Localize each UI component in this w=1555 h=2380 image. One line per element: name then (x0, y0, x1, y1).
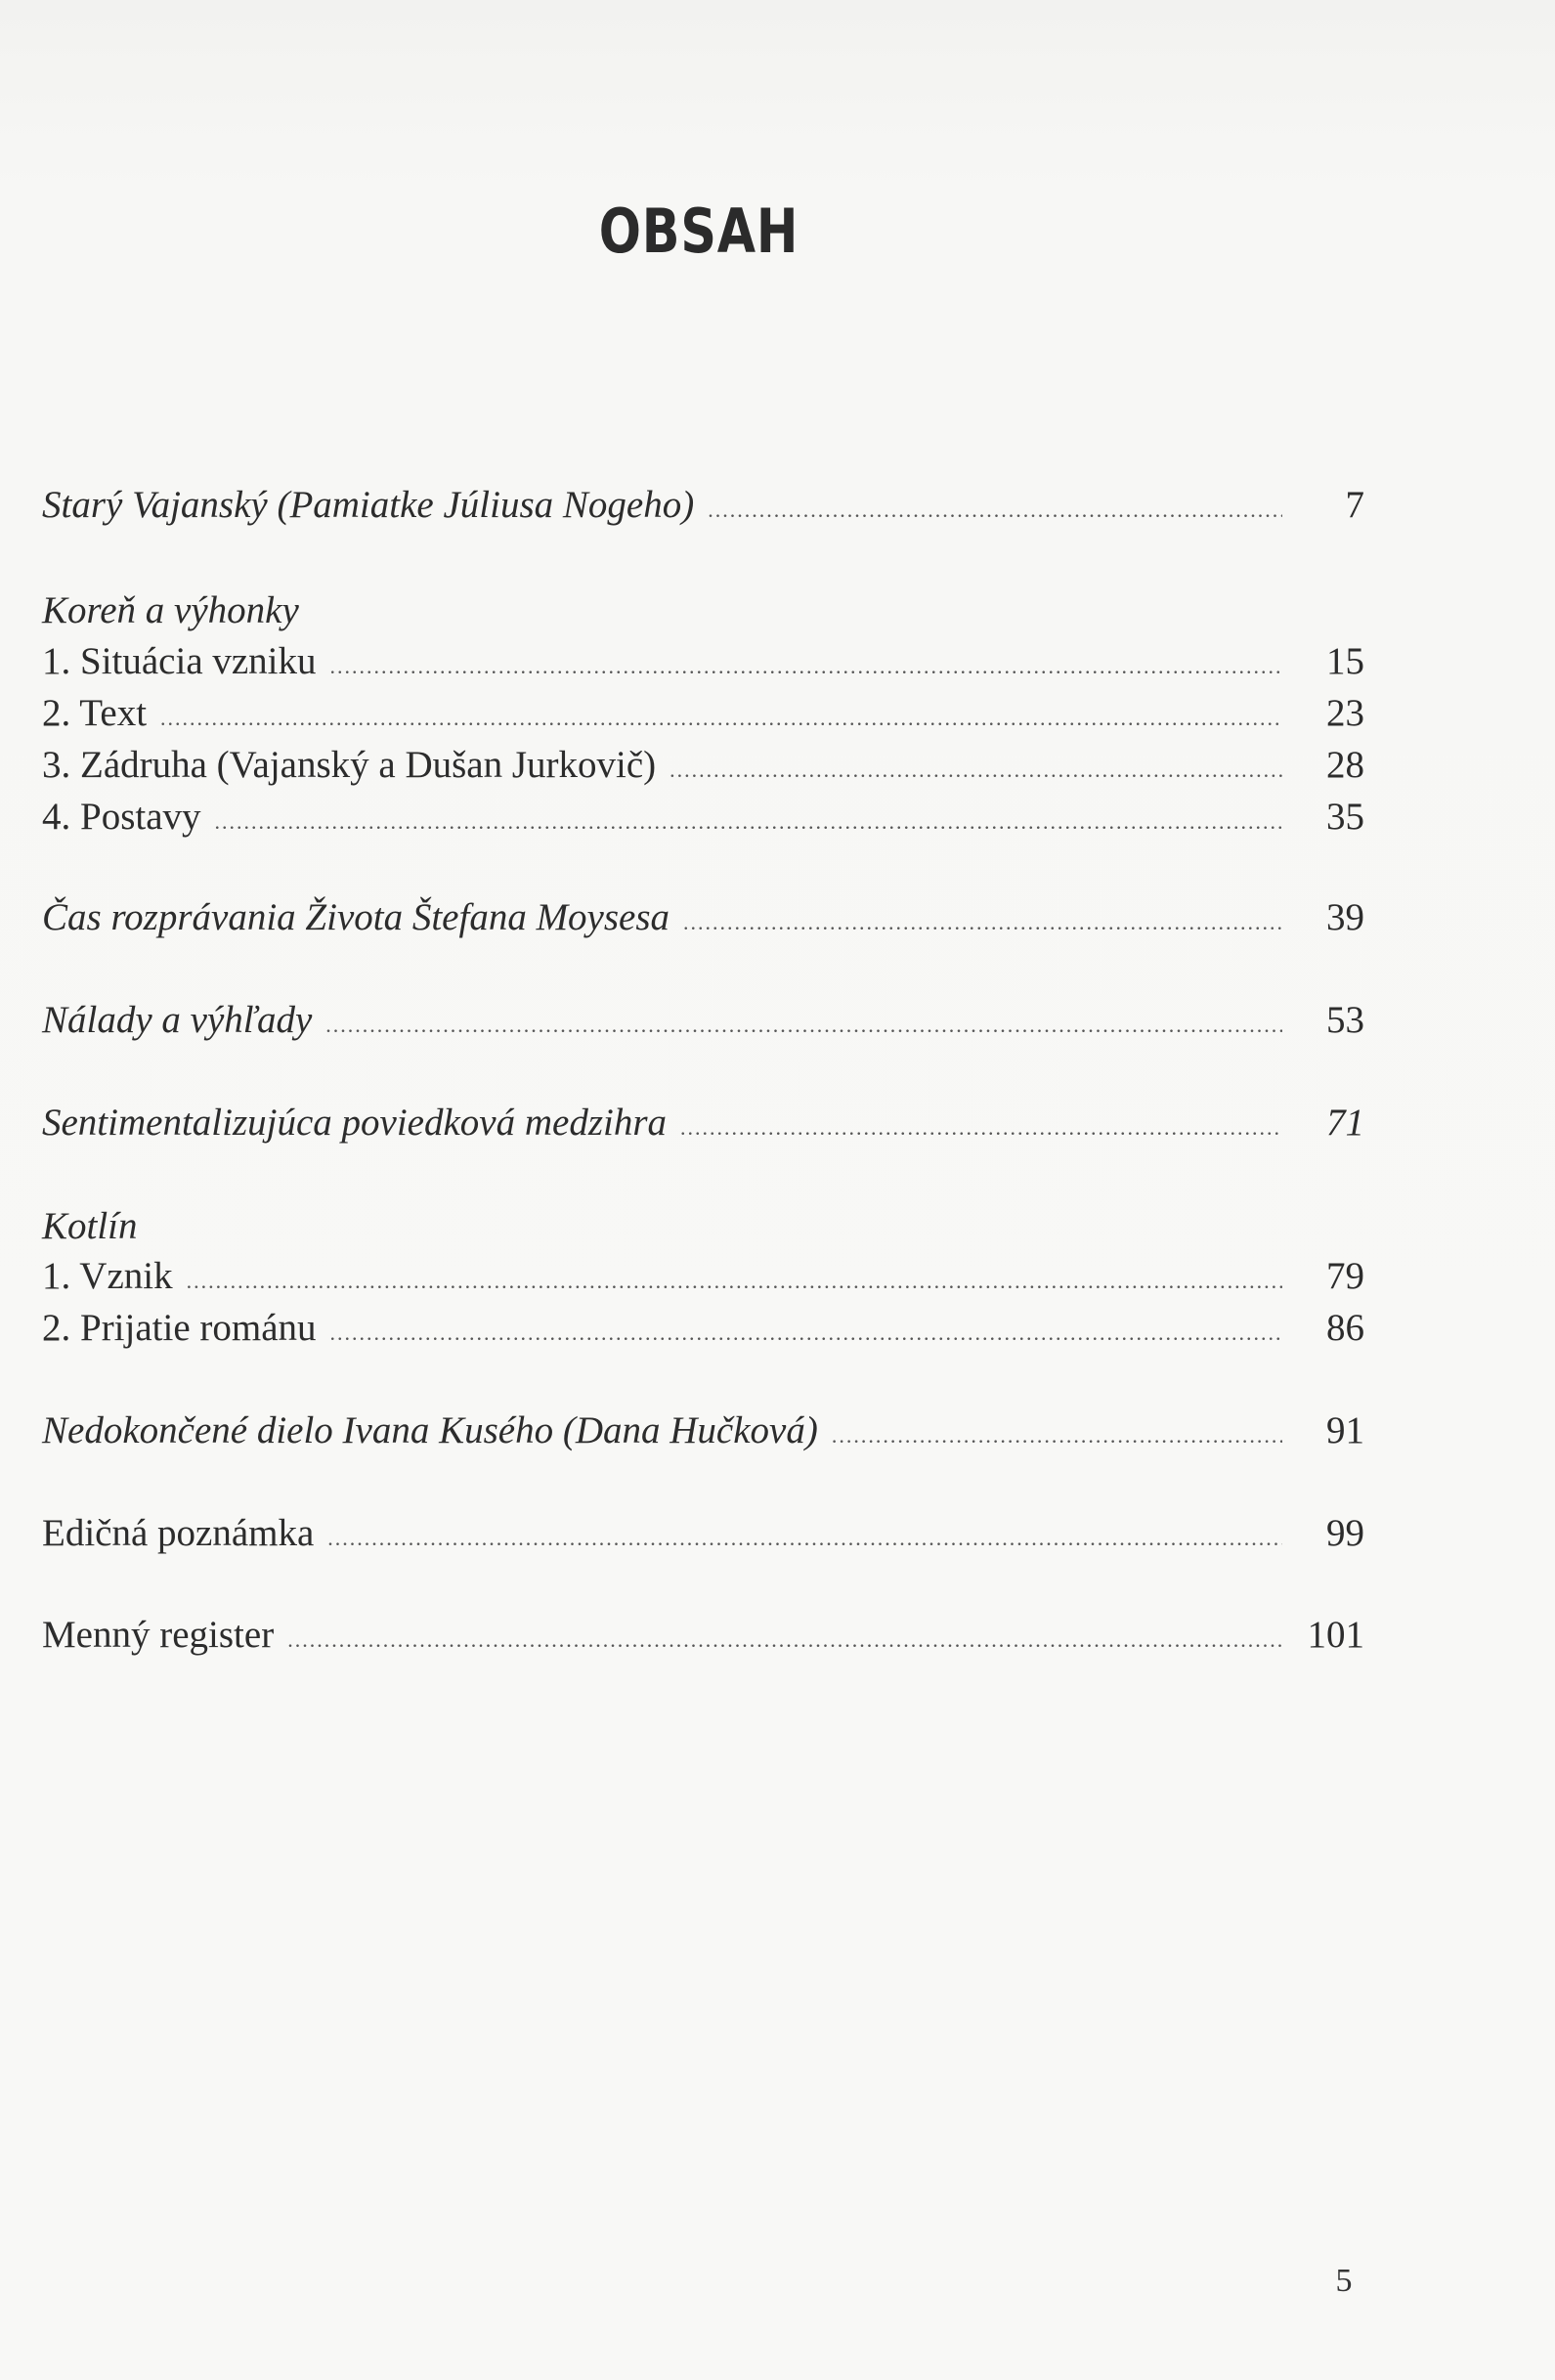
toc-entry-situacia-vzniku[interactable] (42, 635, 1364, 688)
toc-entry-page: 28 (1326, 744, 1364, 786)
toc-section-koren-a-vyhonky: Koreň a výhonky (42, 589, 299, 631)
toc-entry-text[interactable] (42, 687, 1364, 740)
toc-entry-label: 2. Prijatie románu (42, 1307, 317, 1349)
toc-entry-label: Nedokončené dielo Ivana Kusého (Dana Hučková) (42, 1409, 818, 1451)
toc-entry-label: 1. Situácia vzniku (42, 640, 317, 682)
toc-entry-stary-vajansky[interactable] (42, 479, 1364, 532)
page-number: 5 (1335, 2263, 1353, 2299)
toc-entry-page: 99 (1326, 1512, 1364, 1554)
toc-entry-page: 39 (1326, 896, 1364, 938)
toc-entry-label: 1. Vznik (42, 1255, 173, 1297)
toc-entry-edicna-poznamka[interactable] (42, 1507, 1364, 1560)
toc-entry-postavy[interactable] (42, 791, 1364, 844)
toc-entry-page: 71 (1326, 1102, 1364, 1144)
toc-entry-page: 101 (1307, 1614, 1364, 1656)
toc-entry-label: 4. Postavy (42, 796, 201, 838)
toc-entry-menny-register[interactable] (42, 1609, 1364, 1662)
dot-leader (680, 1102, 1282, 1154)
toc-entry-zadruha[interactable] (42, 739, 1364, 792)
dot-leader (327, 1512, 1282, 1565)
toc-section-kotlin: Kotlín (42, 1205, 138, 1247)
dot-leader (330, 1307, 1282, 1360)
toc-entry-sentimentalizujuca[interactable] (42, 1097, 1364, 1149)
toc-entry-page: 91 (1326, 1409, 1364, 1451)
dot-leader (160, 692, 1282, 745)
dot-leader (683, 896, 1282, 949)
toc-entry-cas-rozpravania[interactable] (42, 891, 1364, 944)
toc-entry-label: Nálady a výhľady (42, 999, 313, 1041)
toc-entry-nedokoncene-dielo[interactable] (42, 1405, 1364, 1457)
toc-entry-page: 86 (1326, 1307, 1364, 1349)
toc-entry-label: 2. Text (42, 692, 148, 734)
toc-entry-nalady-a-vyhlady[interactable] (42, 994, 1364, 1047)
dot-leader (215, 796, 1282, 848)
toc-entry-label: Starý Vajanský (Pamiatke Júliusa Nogeho) (42, 484, 695, 526)
dot-leader (832, 1409, 1282, 1462)
toc-entry-page: 7 (1345, 484, 1364, 526)
page-title: OBSAH (598, 195, 799, 267)
toc-entry-label: Čas rozprávania Života Štefana Moysesa (42, 896, 670, 938)
toc-entry-page: 35 (1326, 796, 1364, 838)
toc-entry-label: Sentimentalizujúca poviedková medzihra (42, 1102, 668, 1144)
toc-entry-page: 23 (1326, 692, 1364, 734)
toc-entry-page: 53 (1326, 999, 1364, 1041)
dot-leader (670, 744, 1282, 797)
toc-entry-vznik[interactable] (42, 1250, 1364, 1303)
dot-leader (187, 1255, 1282, 1308)
dot-leader (330, 640, 1282, 693)
toc-entry-label: Edičná poznámka (42, 1512, 315, 1554)
dot-leader (325, 999, 1282, 1052)
toc-entry-prijatie-romanu[interactable] (42, 1302, 1364, 1355)
dot-leader (708, 484, 1282, 537)
toc-entry-page: 79 (1326, 1255, 1364, 1297)
dot-leader (287, 1614, 1282, 1666)
toc-entry-label: Menný register (42, 1614, 275, 1656)
toc-entry-page: 15 (1326, 640, 1364, 682)
toc-entry-label: 3. Zádruha (Vajanský a Dušan Jurkovič) (42, 744, 657, 786)
